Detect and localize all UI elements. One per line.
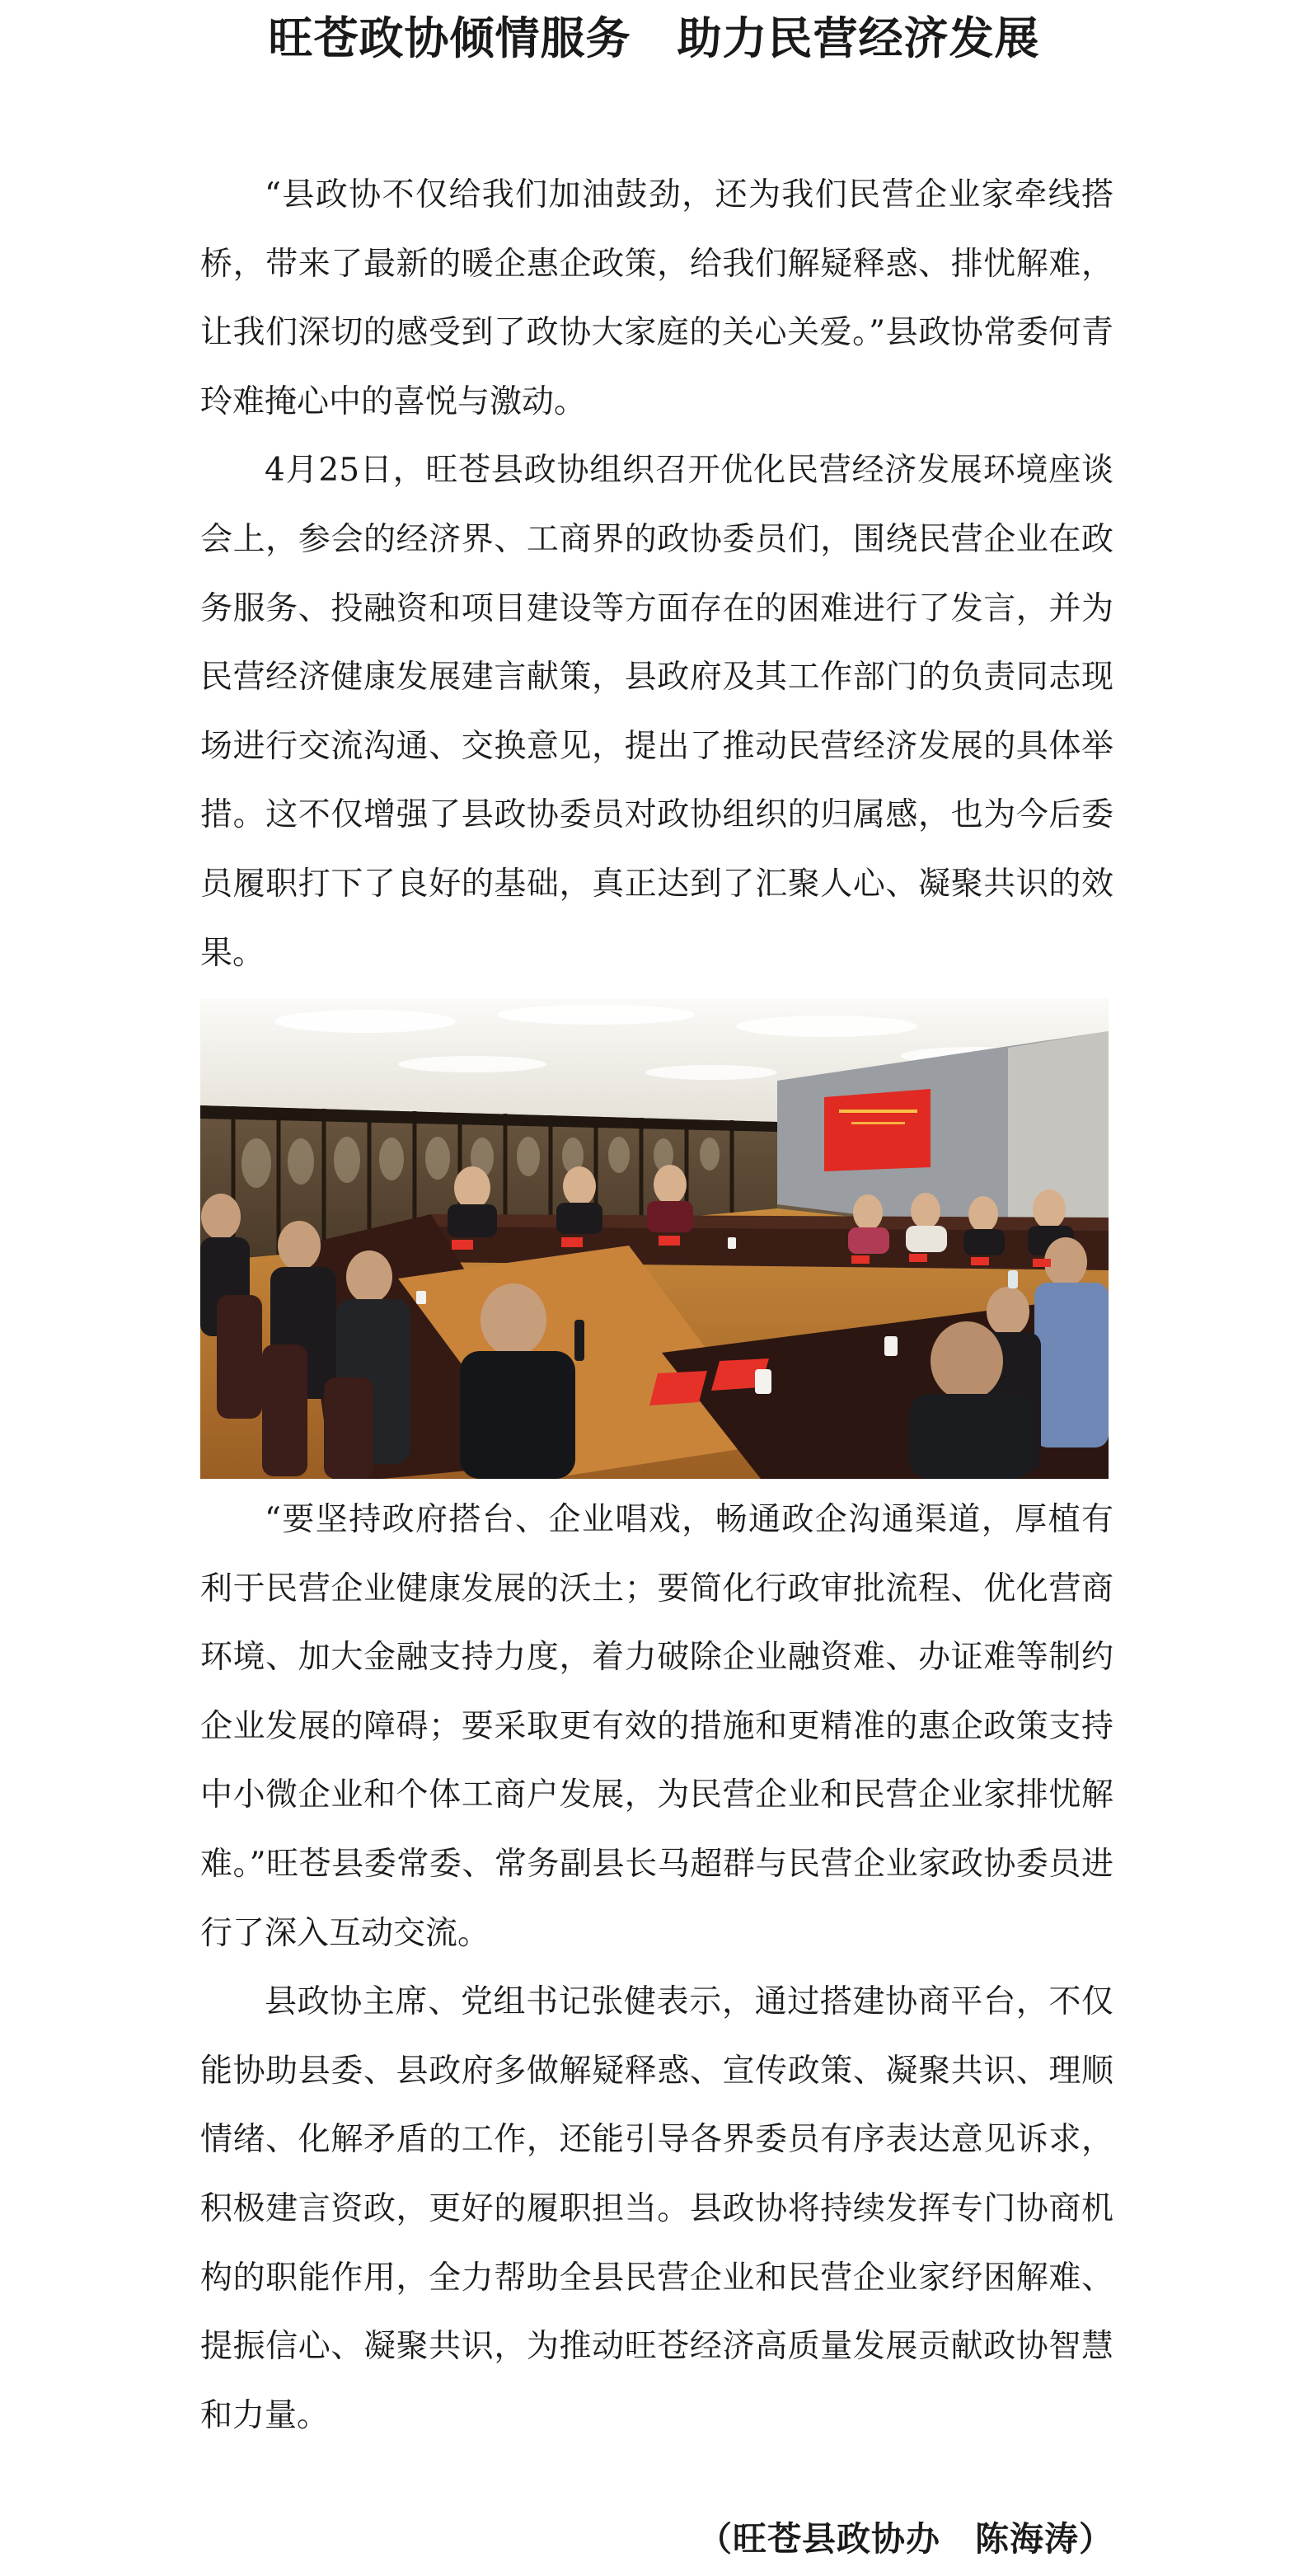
article-title — [0, 8, 1308, 68]
title-part-2: 助力民营经济发展 — [677, 12, 1040, 64]
paragraph-3: “要坚持政府搭台、企业唱戏，畅通政企沟通渠道，厚植有利于民营企业健康发展的沃土；要简化行政审批流程、优化营商环境、加大金融支持力度，着力破除企业融资难、办证难等制约企业发展的障碍；要采取更有效的措施和更精准的惠企政策支持中小微企业和个体工商户发展，为民营企业和民营企业家排忧解难。”旺苍县委常委、常务副县长马超群与民营企业家政协委员进行了深入互动交流。 — [200, 1501, 1113, 1952]
article-body-top — [200, 161, 1113, 988]
paragraph-4: 县政协主席、党组书记张健表示，通过搭建协商平台，不仅能协助县委、县政府多做解疑释惑、宣传政策、凝聚共识、理顺情绪、化解矛盾的工作，还能引导各界委员有序表达意见诉求，积极建言资政，更好的履职担当。县政协将持续发挥专门协商机构的职能作用，全力帮助全县民营企业和民营企业家纾困解难、提振信心、凝聚共识，为推动旺苍经济高质量发展贡献政协智慧和力量。 — [200, 1983, 1113, 2434]
article-body-bottom — [200, 1485, 1113, 2450]
title-part-1: 旺苍政协倾情服务 — [268, 12, 631, 64]
author-signature: （旺苍县政协办 陈海涛） — [698, 2519, 1113, 2559]
meeting-photo-icon — [200, 998, 1109, 1479]
paragraph-1: “县政协不仅给我们加油鼓劲，还为我们民营企业家牵线搭桥，带来了最新的暖企惠企政策，给我们解疑释惑、排忧解难，让我们深切的感受到了政协大家庭的关心关爱。”县政协常委何青玲难掩心中的喜悦与激动。 — [200, 176, 1113, 420]
paragraph-2: 4月25日，旺苍县政协组织召开优化民营经济发展环境座谈会上，参会的经济界、工商界的政协委员们，围绕民营企业在政务服务、投融资和项目建设等方面存在的困难进行了发言，并为民营经济健康发展建言献策，县政府及其工作部门的负责同志现场进行交流沟通、交换意见，提出了推动民营经济发展的具体举措。这不仅增强了县政协委员对政协组织的归属感，也为今后委员履职打下了良好的基础，真正达到了汇聚人心、凝聚共识的效果。 — [200, 452, 1113, 972]
meeting-photo — [200, 998, 1109, 1479]
